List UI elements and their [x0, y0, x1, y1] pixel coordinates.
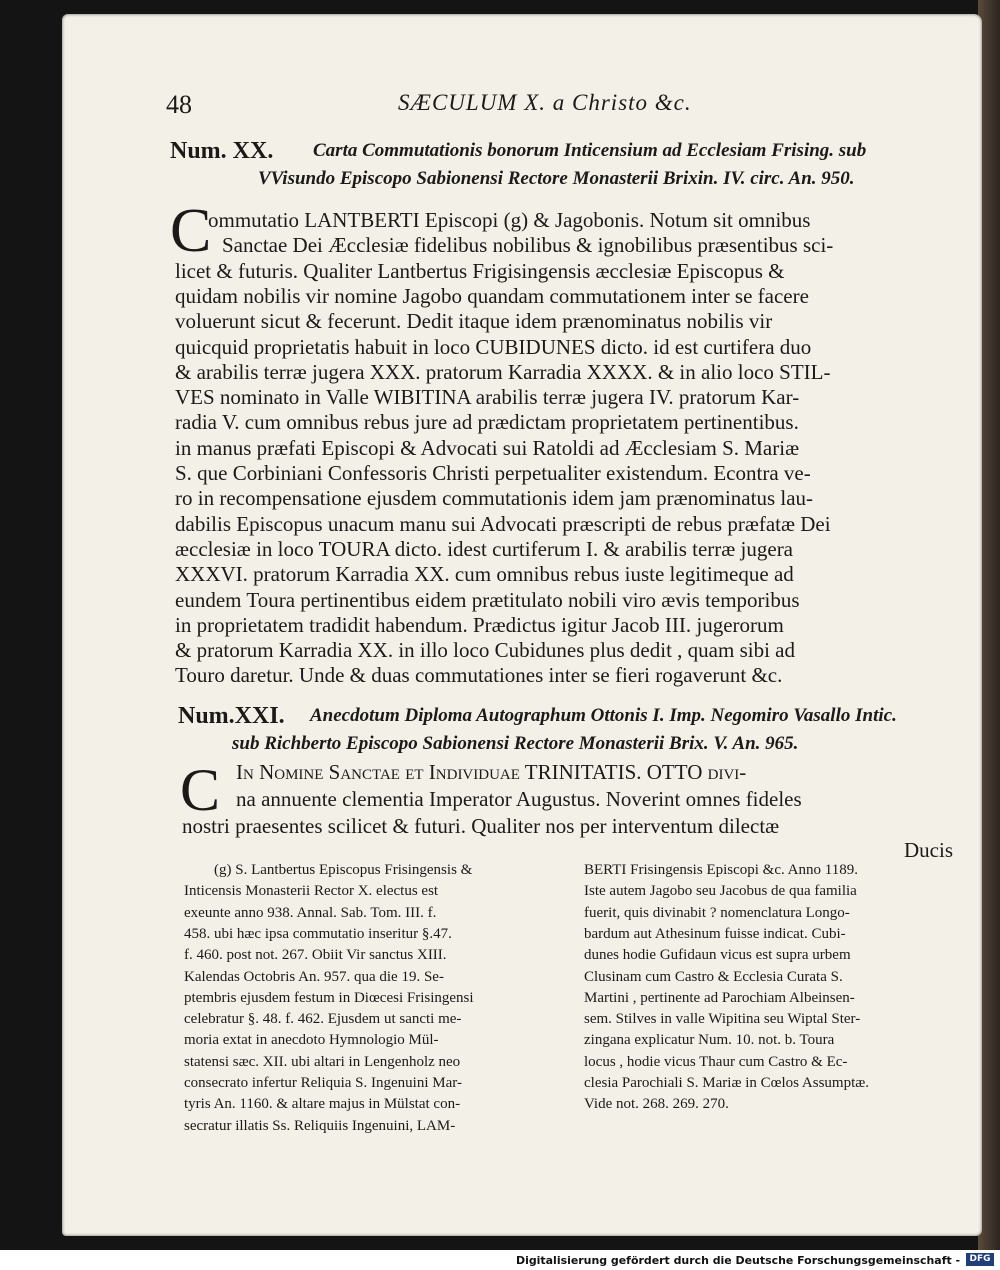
section-20-line: voluerunt sicut & fecerunt. Dedit itaque idem prænominatus nobilis vir — [175, 309, 773, 334]
section-20-line: in manus præfati Episcopi & Advocati sui Ratoldi ad Æcclesiam S. Mariæ — [175, 435, 800, 460]
footnote-left-line: exeunte anno 938. Annal. Sab. Tom. III. f. — [184, 904, 437, 921]
section-20-title-line-2: VVisundo Episcopo Sabionensi Rectore Monasterii Brixin. IV. circ. An. 950. — [258, 168, 855, 189]
section-20-title-line-1: Carta Commutationis bonorum Inticensium ad Ecclesiam Frising. sub — [313, 140, 867, 161]
footnote-left-line: secratur illatis Ss. Reliquiis Ingenuini, LAM- — [184, 1117, 456, 1134]
section-20-line: ommutatio LANTBERTI Episcopi (g) & Jagobonis. Notum sit omnibus — [208, 208, 811, 232]
footnote-right-line: Iste autem Jagobo seu Jacobus de qua familia — [584, 883, 857, 900]
section-21-catchword: Ducis — [904, 838, 953, 862]
footnote-left-line: f. 460. post not. 267. Obiit Vir sanctus XIII. — [184, 947, 447, 964]
footnote-right-line: Clusinam cum Castro & Ecclesia Curata S. — [584, 968, 843, 985]
section-20-line: XXXVI. pratorum Karradia XX. cum omnibus rebus iuste legitimeque ad — [175, 562, 794, 587]
section-21-drop-initial: C — [180, 757, 221, 823]
section-20-line: VES nominato in Valle WIBITINA arabilis terræ jugera IV. pratorum Kar- — [175, 385, 800, 410]
footnote-right-line: Martini , pertinente ad Parochiam Albeinsen- — [584, 989, 855, 1006]
section-20-line: S. que Corbiniani Confessoris Christi perpetualiter existendum. Econtra ve- — [175, 461, 811, 485]
footnote-left-line: celebratur §. 48. f. 462. Ejusdem ut sancti me- — [184, 1011, 462, 1028]
section-20-drop-initial: C — [170, 197, 212, 265]
section-20-line: & pratorum Karradia XX. in illo loco Cubidunes plus dedit , quam sibi ad — [175, 638, 795, 663]
footnote-right-line: bardum aut Athesinum fuisse indicat. Cubi- — [584, 925, 846, 942]
section-20-line: Touro daretur. Unde & duas commutationes inter se fieri rogaverunt &c. — [175, 663, 783, 688]
running-title: SÆCULUM X. a Christo &c. — [398, 90, 692, 115]
dfg-logo: DFG — [966, 1253, 994, 1266]
section-20-line: & arabilis terræ jugera XXX. pratorum Karradia XXXX. & in alio loco STIL- — [175, 359, 831, 384]
footnote-left-line: (g) S. Lantbertus Episcopus Frisingensis & — [214, 862, 473, 878]
footnote-right-line: Vide not. 268. 269. 270. — [584, 1096, 729, 1113]
section-21-line: na annuente clementia Imperator Augustus. Noverint omnes fideles — [236, 787, 802, 811]
footnote-left-line: consecrato infertur Reliquia S. Ingenuini Mar- — [184, 1075, 462, 1091]
footnote-left-line: statensi sæc. XII. ubi altari in Lengenholz neo — [184, 1053, 461, 1070]
footer-credit: Digitalisierung gefördert durch die Deutsche Forschungsgemeinschaft - — [515, 1254, 960, 1267]
footnote-right-line: dunes hodie Gufidaun vicus est supra urbem — [584, 947, 851, 964]
footnote-left-line: Kalendas Octobris An. 957. qua die 19. Se- — [184, 968, 444, 985]
footnote-right-line: sem. Stilves in valle Wipitina seu Wiptal Ster- — [584, 1011, 861, 1028]
footnote-right-line: locus , hodie vicus Thaur cum Castro & Ec- — [584, 1053, 848, 1070]
footnote-left-line: moria extat in anecdoto Hymnologio Mül- — [184, 1032, 439, 1049]
section-21-title-line-2: sub Richberto Episcopo Sabionensi Rectore Monasterii Brix. V. An. 965. — [232, 733, 799, 754]
footnote-left-line: tyris An. 1160. & altare majus in Mülstat con- — [184, 1096, 461, 1113]
section-20-line: æcclesiæ in loco TOURA dicto. idest curtiferum I. & arabilis terræ jugera — [175, 536, 794, 561]
section-20-line: quicquid proprietatis habuit in loco CUBIDUNES dicto. id est curtifera duo — [175, 334, 812, 359]
section-20-line: eundem Toura pertinentibus eidem prætitulato nobili viro ævis temporibus — [175, 587, 800, 612]
section-20-line: licet & futuris. Qualiter Lantbertus Frigisingensis æcclesiæ Episcopus & — [175, 258, 785, 283]
section-21-line: nostri praesentes scilicet & futuri. Qualiter nos per interventum dilectæ — [182, 814, 780, 838]
page-number: 48 — [166, 90, 192, 119]
section-20-line: quidam nobilis vir nomine Jagobo quandam commutationem inter se facere — [175, 283, 809, 308]
section-21-title-line-1: Anecdotum Diploma Autographum Ottonis I. Imp. Negomiro Vasallo Intic. — [310, 705, 897, 726]
section-20-line: dabilis Episcopus unacum manu sui Advocati præscripti de rebus præfatæ Dei — [175, 511, 831, 536]
footnote-right-line: clesia Parochiali S. Mariæ in Cœlos Assumptæ. — [584, 1075, 869, 1091]
footnote-right-line: zingana explicatur Num. 10. not. b. Toura — [584, 1032, 835, 1049]
footnote-right-line: BERTI Frisingensis Episcopi &c. Anno 1189. — [584, 862, 858, 878]
footnote-left-line: Inticensis Monasterii Rector X. electus est — [184, 883, 439, 900]
section-21-number: Num.XXI. — [178, 703, 285, 729]
section-20-number: Num. XX. — [170, 138, 274, 164]
footnote-left-line: 458. ubi hæc ipsa commutatio inseritur §.47. — [184, 925, 452, 942]
footnote-left-line: ptembris ejusdem festum in Diœcesi Frisingensi — [184, 989, 474, 1006]
section-20-line: radia V. cum omnibus rebus jure ad prædictam proprietatem pertinentibus. — [175, 410, 799, 435]
footnote-right-line: fuerit, quis divinabit ? nomenclatura Longo- — [584, 904, 850, 921]
section-20-line: ro in recompensatione ejusdem commutationis idem jam prænominatus lau- — [175, 486, 814, 511]
section-21-line: In Nomine Sanctae et Individuae TRINITATIS. OTTO divi- — [236, 760, 747, 784]
section-20-line: Sanctae Dei Æcclesiæ fidelibus nobilibus & ignobilibus præsentibus sci- — [222, 233, 834, 258]
section-20-line: in proprietatem tradidit habendum. Prædictus igitur Jacob III. jugerorum — [175, 612, 784, 637]
